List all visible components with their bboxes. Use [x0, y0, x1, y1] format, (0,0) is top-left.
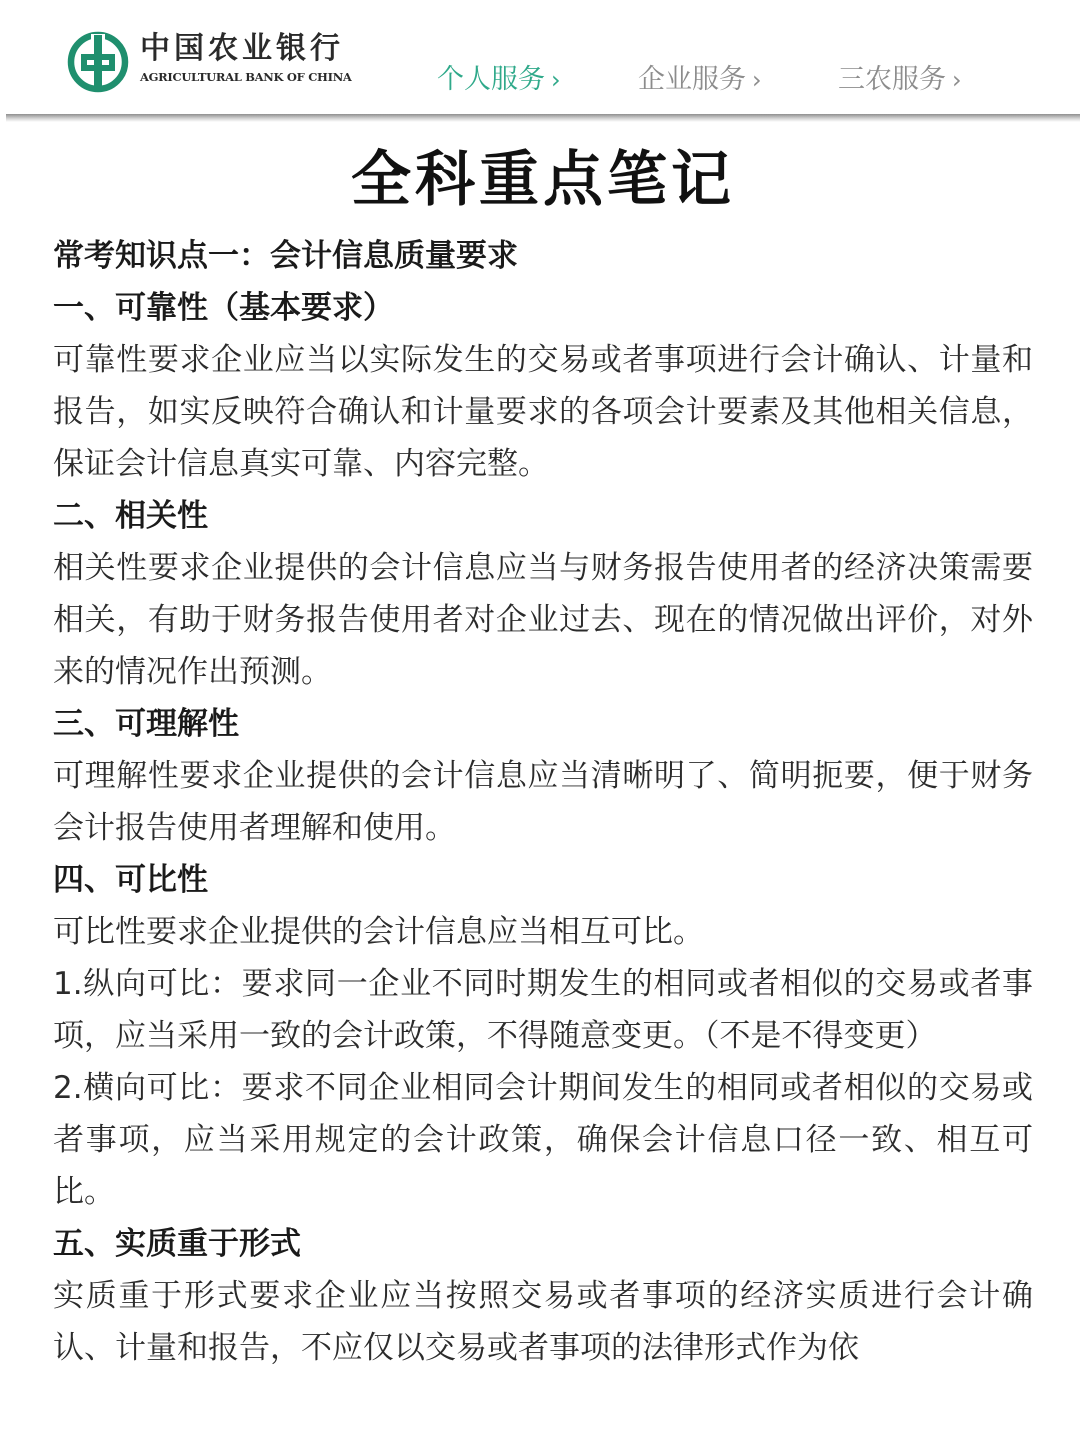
section-text-horizontal-comparability: 2.横向可比：要求不同企业相同会计期间发生的相同或者相似的交易或者事项，应当采用规定的会计政策，确保会计信息口径一致、相互可比。	[53, 1070, 1033, 1210]
nav-label: 个人服务	[437, 64, 545, 95]
header-divider	[6, 114, 1080, 122]
chevron-right-icon: ›	[551, 66, 561, 94]
abc-bank-logo-icon[interactable]	[66, 30, 130, 94]
topic-heading: 常考知识点一：会计信息质量要求	[53, 238, 518, 274]
nav-enterprise-services[interactable]	[638, 60, 762, 100]
section-text-reliability: 可靠性要求企业应当以实际发生的交易或者事项进行会计确认、计量和报告，如实反映符合确认和计量要求的各项会计要素及其他相关信息，保证会计信息真实可靠、内容完整。	[53, 342, 1033, 482]
nav-label: 三农服务	[838, 64, 946, 95]
section-text-relevance: 相关性要求企业提供的会计信息应当与财务报告使用者的经济决策需要相关，有助于财务报告使用者对企业过去、现在的情况做出评价，对外来的情况作出预测。	[53, 550, 1033, 690]
chevron-right-icon: ›	[952, 66, 962, 94]
section-text-understandability: 可理解性要求企业提供的会计信息应当清晰明了、简明扼要，便于财务会计报告使用者理解和使用。	[53, 758, 1033, 846]
section-heading-understandability: 三、可理解性	[53, 706, 239, 742]
site-header	[0, 0, 1080, 114]
bank-name-en: AGRICULTURAL BANK OF CHINA	[140, 70, 352, 84]
chevron-right-icon: ›	[752, 66, 762, 94]
section-heading-comparability: 四、可比性	[53, 862, 208, 898]
page-title: 全科重点笔记	[351, 145, 735, 215]
nav-agriculture-services[interactable]	[838, 60, 962, 100]
section-heading-relevance: 二、相关性	[53, 498, 208, 534]
section-text-vertical-comparability: 1.纵向可比：要求同一企业不同时期发生的相同或者相似的交易或者事项，应当采用一致的会计政策，不得随意变更。（不是不得变更）	[53, 966, 1033, 1054]
bank-brand[interactable]	[140, 30, 380, 86]
bank-name-cn: 中国农业银行	[140, 31, 344, 66]
section-heading-substance-over-form: 五、实质重于形式	[53, 1226, 301, 1262]
nav-personal-services[interactable]	[437, 60, 561, 100]
nav-label: 企业服务	[638, 64, 746, 95]
section-text-substance-over-form: 实质重于形式要求企业应当按照交易或者事项的经济实质进行会计确认、计量和报告，不应仅以交易或者事项的法律形式作为依	[53, 1278, 1033, 1366]
section-heading-reliability: 一、可靠性（基本要求）	[53, 290, 394, 326]
section-text-comparability: 可比性要求企业提供的会计信息应当相互可比。	[53, 914, 704, 950]
article-body	[53, 130, 1033, 1374]
